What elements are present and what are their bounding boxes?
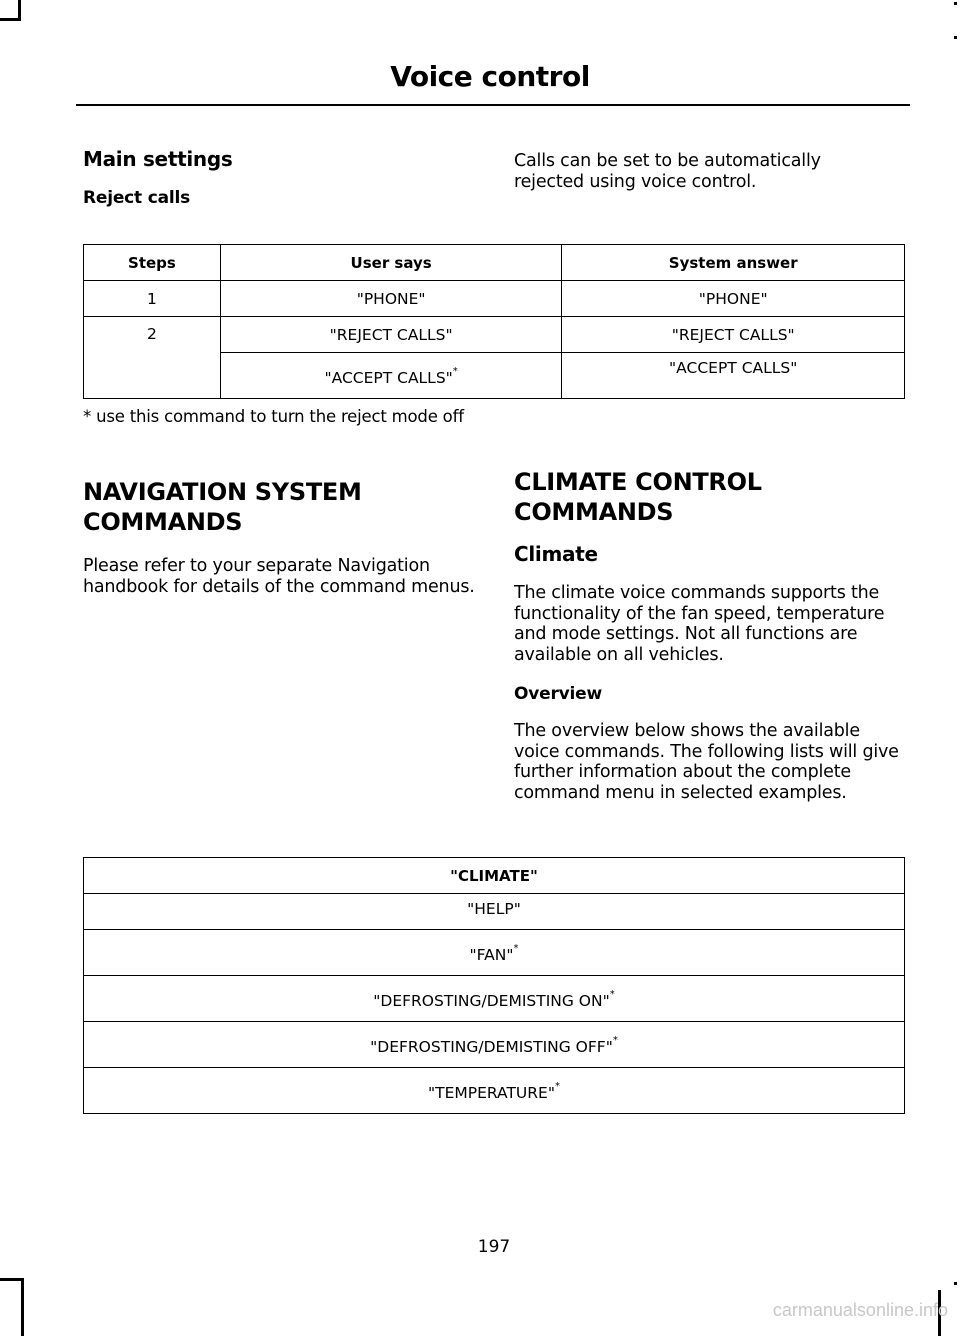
overview-body: The overview below shows the available voice commands. The following lists will give further information about the complete command menu in selected examples. bbox=[514, 721, 899, 803]
navigation-body: Please refer to your separate Navigation handbook for details of the command menus. bbox=[83, 556, 475, 597]
system-answer-cell: "PHONE" bbox=[562, 281, 905, 317]
crop-dot bbox=[954, 1282, 957, 1285]
table-header-steps: Steps bbox=[84, 245, 221, 281]
command-text: "DEFROSTING/DEMISTING OFF" bbox=[370, 1038, 613, 1057]
footnote-marker: * bbox=[612, 1035, 618, 1047]
overview-heading: Overview bbox=[514, 684, 602, 704]
system-answer-cell: "ACCEPT CALLS" bbox=[562, 353, 905, 399]
footnote-marker: * bbox=[609, 989, 615, 1001]
footnote-marker: * bbox=[452, 366, 458, 378]
footnote-marker: * bbox=[513, 943, 519, 955]
user-says-cell bbox=[220, 353, 562, 399]
command-cell bbox=[84, 976, 905, 1022]
user-says-cell: "PHONE" bbox=[220, 281, 562, 317]
table-row bbox=[84, 976, 905, 1022]
command-text: "TEMPERATURE" bbox=[428, 1084, 555, 1103]
reject-calls-table bbox=[83, 244, 905, 399]
table-row bbox=[84, 317, 905, 353]
watermark: carmanualsonline.info bbox=[772, 1300, 948, 1320]
command-text: "DEFROSTING/DEMISTING ON" bbox=[373, 992, 610, 1011]
climate-heading-line1: CLIMATE CONTROL bbox=[514, 468, 762, 496]
header-divider bbox=[76, 104, 910, 106]
table-row bbox=[84, 930, 905, 976]
climate-table-header: "CLIMATE" bbox=[84, 858, 905, 894]
reject-calls-subheading: Reject calls bbox=[83, 188, 191, 208]
crop-dot bbox=[954, 2, 957, 5]
step-cell: 2 bbox=[84, 317, 221, 399]
footnote-marker: * bbox=[554, 1081, 560, 1093]
navigation-heading-line1: NAVIGATION SYSTEM bbox=[83, 478, 362, 506]
reject-calls-intro: Calls can be set to be automatically rejected using voice control. bbox=[514, 151, 821, 192]
user-says-text: "ACCEPT CALLS" bbox=[324, 369, 453, 388]
page-title: Voice control bbox=[390, 60, 590, 93]
table-row bbox=[84, 894, 905, 930]
command-text: "FAN" bbox=[469, 946, 514, 965]
crop-mark bbox=[21, 1278, 24, 1336]
crop-mark bbox=[0, 18, 21, 21]
table-row bbox=[84, 281, 905, 317]
table-header-user-says: User says bbox=[220, 245, 562, 281]
command-cell bbox=[84, 894, 905, 930]
command-text: "HELP" bbox=[467, 900, 521, 919]
table-row bbox=[84, 1068, 905, 1114]
command-cell bbox=[84, 1068, 905, 1114]
climate-body: The climate voice commands supports the functionality of the fan speed, temperature and mode settings. Not all functions are available on all vehicles. bbox=[514, 583, 885, 665]
table-header-system-answer: System answer bbox=[562, 245, 905, 281]
step-cell: 1 bbox=[84, 281, 221, 317]
command-cell bbox=[84, 930, 905, 976]
climate-subheading: Climate bbox=[514, 542, 598, 566]
table-row bbox=[84, 1022, 905, 1068]
command-cell bbox=[84, 1022, 905, 1068]
navigation-heading-line2: COMMANDS bbox=[83, 508, 243, 536]
climate-heading-line2: COMMANDS bbox=[514, 498, 674, 526]
footnote: * use this command to turn the reject mode off bbox=[83, 407, 464, 426]
crop-mark bbox=[18, 0, 21, 20]
page-number: 197 bbox=[477, 1237, 511, 1257]
climate-commands-table bbox=[83, 857, 905, 1114]
crop-dot bbox=[954, 36, 957, 39]
main-settings-heading: Main settings bbox=[83, 147, 233, 171]
user-says-cell: "REJECT CALLS" bbox=[220, 317, 562, 353]
system-answer-cell: "REJECT CALLS" bbox=[562, 317, 905, 353]
